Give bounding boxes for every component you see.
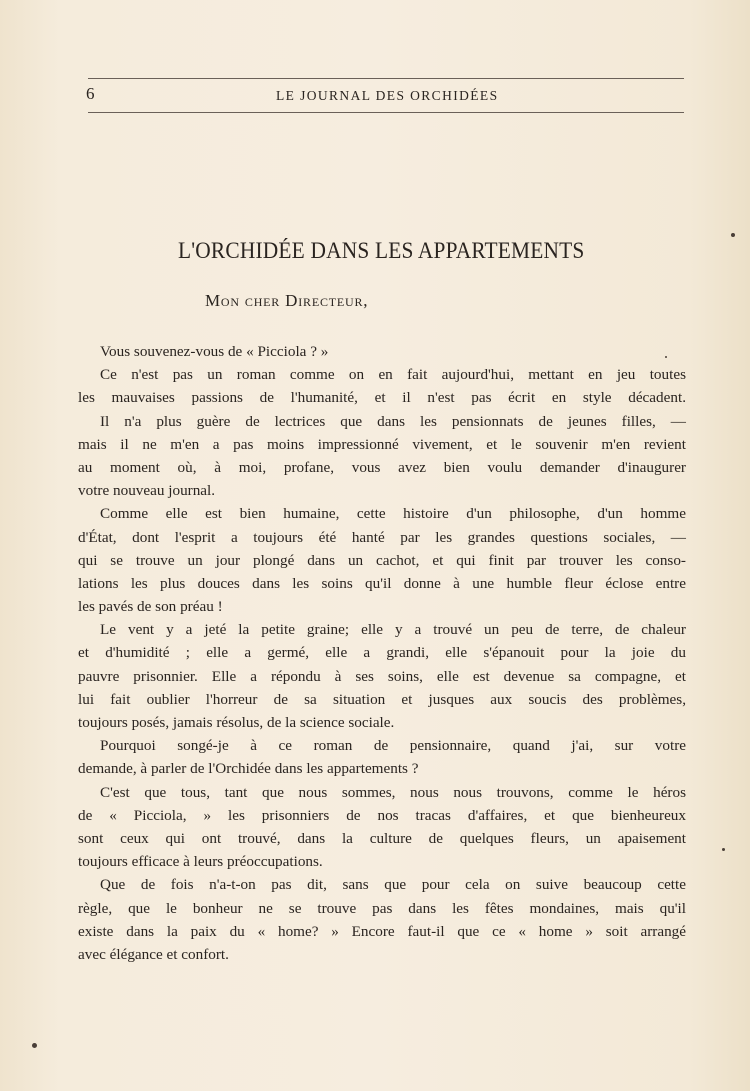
body-line: de « Picciola, » les prisonniers de nos tracas d'affaires, et que bienheureux bbox=[78, 806, 686, 824]
body-line: au moment où, à moi, profane, vous avez bien voulu demander d'inaugurer bbox=[78, 458, 686, 476]
body-line: Le vent y a jeté la petite graine; elle y a trouvé un peu de terre, de chaleur bbox=[100, 621, 686, 639]
body-line: avec élégance et confort. bbox=[78, 945, 229, 963]
article-title: L'ORCHIDÉE DANS LES APPARTEMENTS bbox=[178, 238, 585, 263]
body-line: sont ceux qui ont trouvé, dans la culture de quelques fleurs, un apaisement bbox=[78, 829, 686, 847]
page-number: 6 bbox=[86, 84, 95, 103]
article-body bbox=[78, 340, 686, 966]
header-top-rule bbox=[88, 78, 684, 79]
body-line: mais il ne m'en a pas moins impressionné vivement, et le souvenir m'en revient bbox=[78, 435, 686, 453]
body-line: Pourquoi songé-je à ce roman de pensionnaire, quand j'ai, sur votre bbox=[100, 737, 686, 755]
paper-speck bbox=[731, 233, 735, 237]
body-line: Il n'a plus guère de lectrices que dans les pensionnats de jeunes filles, — bbox=[100, 412, 686, 430]
paper-speck bbox=[722, 848, 725, 851]
paper-speck bbox=[32, 1043, 37, 1048]
body-line: d'État, dont l'esprit a toujours été hanté par les grandes questions sociales, — bbox=[78, 528, 686, 546]
body-line: pauvre prisonnier. Elle a répondu à ses soins, elle est devenue sa compagne, et bbox=[78, 667, 686, 685]
body-line: demande, à parler de l'Orchidée dans les appartements ? bbox=[78, 760, 419, 778]
body-line: toujours efficace à leurs préoccupations. bbox=[78, 853, 323, 871]
body-line: lui fait oublier l'horreur de sa situation et jusques aux soucis des problèmes, bbox=[78, 690, 686, 708]
body-line: les mauvaises passions de l'humanité, et il n'est pas écrit en style décadent. bbox=[78, 389, 686, 407]
body-line: votre nouveau journal. bbox=[78, 482, 216, 500]
body-line: existe dans la paix du « home? » Encore faut-il que ce « home » soit arrangé bbox=[78, 922, 686, 940]
running-head: LE JOURNAL DES ORCHIDÉES bbox=[276, 88, 499, 103]
body-line: Ce n'est pas un roman comme on en fait aujourd'hui, mettant en jeu toutes bbox=[100, 366, 686, 384]
body-line: Comme elle est bien humaine, cette histoire d'un philosophe, d'un homme bbox=[100, 505, 686, 523]
body-line: qui se trouve un jour plongé dans un cachot, et qui finit par trouver les conso- bbox=[78, 551, 686, 569]
body-line: et d'humidité ; elle a germé, elle a grandi, elle s'épanouit pour la joie du bbox=[78, 644, 686, 662]
body-line: toujours posés, jamais résolus, de la science sociale. bbox=[78, 714, 395, 731]
body-line: lations les plus douces dans les soins qu'il donne à une humble fleur éclose entre bbox=[78, 574, 686, 592]
salutation: Mon cher Directeur, bbox=[205, 291, 369, 310]
body-line: Que de fois n'a-t-on pas dit, sans que pour cela on suive beaucoup cette bbox=[100, 876, 686, 894]
body-line: C'est que tous, tant que nous sommes, nous nous trouvons, comme le héros bbox=[100, 783, 686, 801]
body-line: les pavés de son préau ! bbox=[78, 598, 223, 616]
header-bottom-rule bbox=[88, 112, 684, 113]
body-line: Vous souvenez-vous de « Picciola ? » bbox=[100, 343, 329, 360]
paper-speck bbox=[665, 356, 667, 358]
body-line: règle, que le bonheur ne se trouve pas dans les fêtes mondaines, mais qu'il bbox=[78, 899, 686, 917]
